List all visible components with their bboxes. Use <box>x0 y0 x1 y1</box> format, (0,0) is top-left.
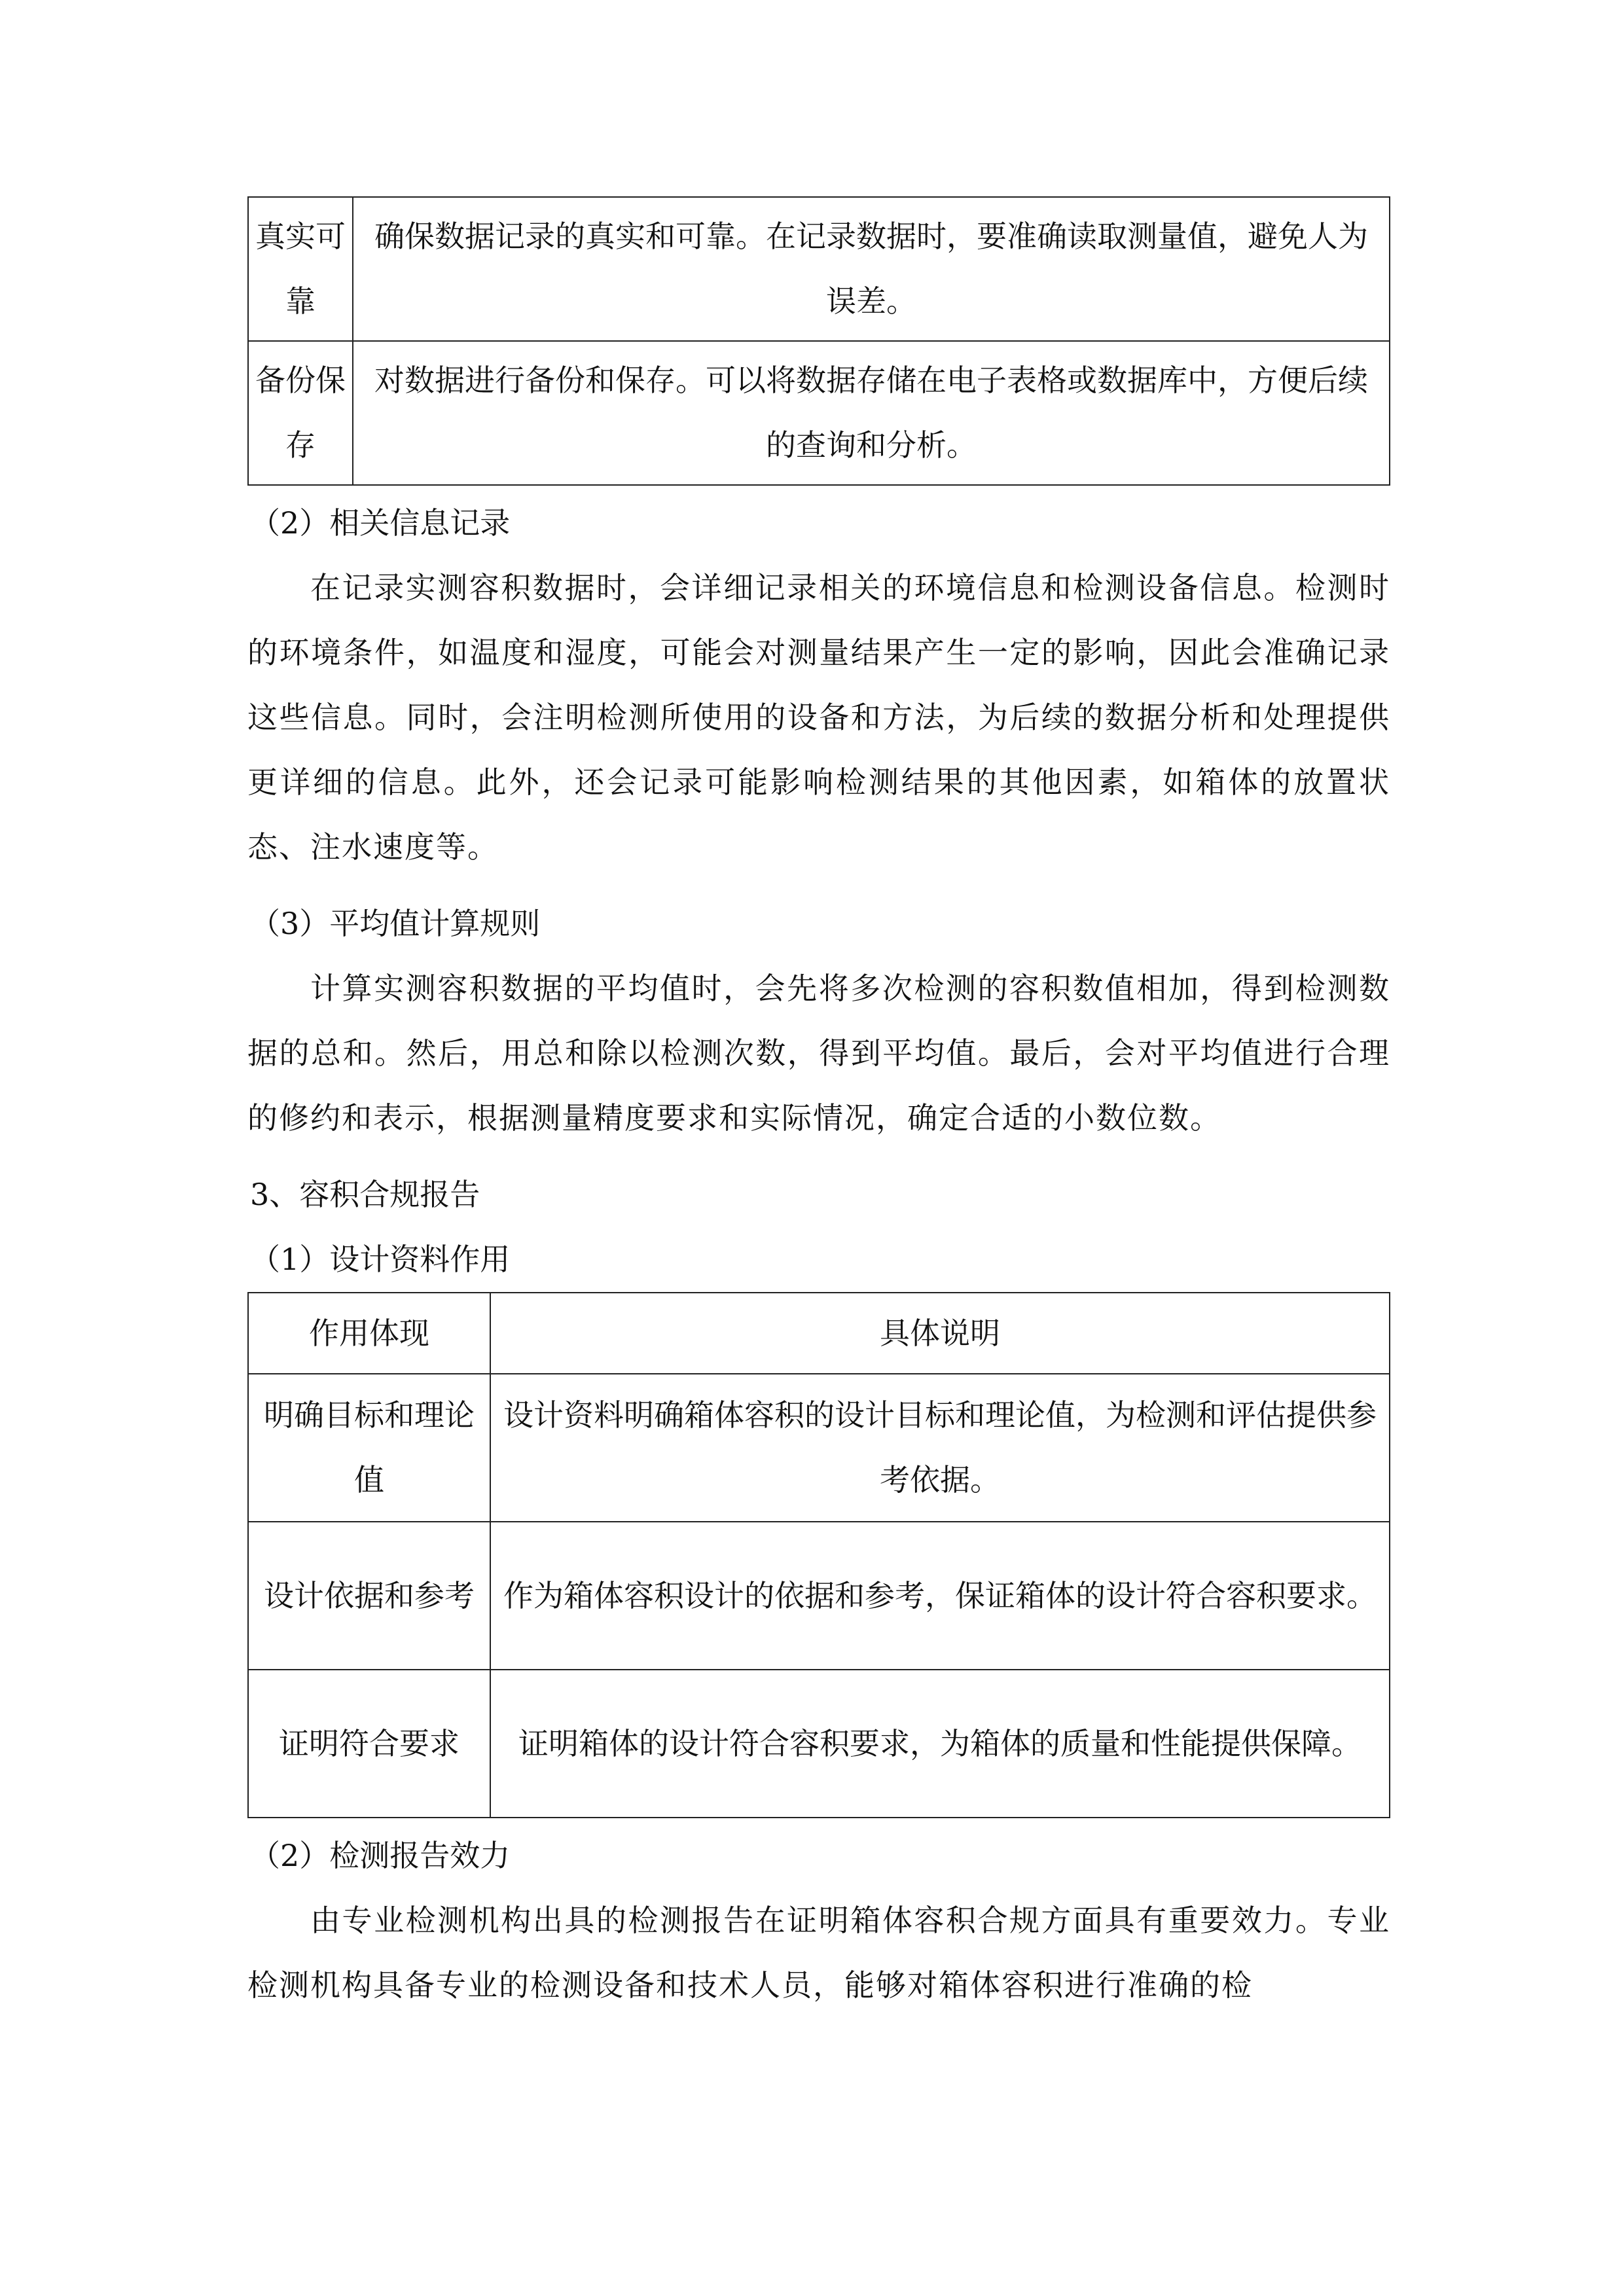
document-page <box>247 196 1390 2018</box>
section-heading-report-validity: （2）检测报告效力 <box>250 1838 511 1873</box>
chapter-heading-compliance-report: 3、容积合规报告 <box>250 1177 480 1212</box>
header-cell-role: 作用体现 <box>248 1293 490 1374</box>
section-heading-average-rule: （3）平均值计算规则 <box>250 906 541 941</box>
paragraph-average-rule: 计算实测容积数据的平均值时，会先将多次检测的容积数值相加，得到检测数据的总和。然后，用总和除以检测次数，得到平均值。最后，会对平均值进行合理的修约和表示，根据测量精度要求和实际情况，确定合适的小数位数。 <box>247 971 1390 1136</box>
table-header-row <box>248 1293 1390 1374</box>
header-cell-description: 具体说明 <box>490 1293 1390 1374</box>
row-description: 确保数据记录的真实和可靠。在记录数据时，要准确读取测量值，避免人为误差。 <box>353 197 1390 341</box>
row-label: 备份保存 <box>248 341 353 485</box>
row-label: 证明符合要求 <box>248 1670 490 1818</box>
section-heading-related-info: （2）相关信息记录 <box>250 505 511 541</box>
row-description: 证明箱体的设计符合容积要求，为箱体的质量和性能提供保障。 <box>490 1670 1390 1818</box>
row-description: 作为箱体容积设计的依据和参考，保证箱体的设计符合容积要求。 <box>490 1522 1390 1670</box>
table-row <box>248 1522 1390 1670</box>
table-row <box>248 1374 1390 1522</box>
row-description: 设计资料明确箱体容积的设计目标和理论值，为检测和评估提供参考依据。 <box>490 1374 1390 1522</box>
table-row <box>248 1670 1390 1818</box>
paragraph-report-validity: 由专业检测机构出具的检测报告在证明箱体容积合规方面具有重要效力。专业检测机构具备专业的检测设备和技术人员，能够对箱体容积进行准确的检 <box>247 1903 1390 2003</box>
paragraph-related-info: 在记录实测容积数据时，会详细记录相关的环境信息和检测设备信息。检测时的环境条件，如温度和湿度，可能会对测量结果产生一定的影响，因此会准确记录这些信息。同时，会注明检测所使用的设备和方法，为后续的数据分析和处理提供更详细的信息。此外，还会记录可能影响检测结果的其他因素，如箱体的放置状态、注水速度等。 <box>247 570 1390 865</box>
data-recording-table <box>247 196 1390 486</box>
section-heading-design-data: （1）设计资料作用 <box>250 1242 511 1277</box>
design-data-table <box>247 1292 1390 1818</box>
table-row <box>248 197 1390 341</box>
row-label: 真实可靠 <box>248 197 353 341</box>
row-description: 对数据进行备份和保存。可以将数据存储在电子表格或数据库中，方便后续的查询和分析。 <box>353 341 1390 485</box>
row-label: 设计依据和参考 <box>248 1522 490 1670</box>
table-row <box>248 341 1390 485</box>
row-label: 明确目标和理论值 <box>248 1374 490 1522</box>
